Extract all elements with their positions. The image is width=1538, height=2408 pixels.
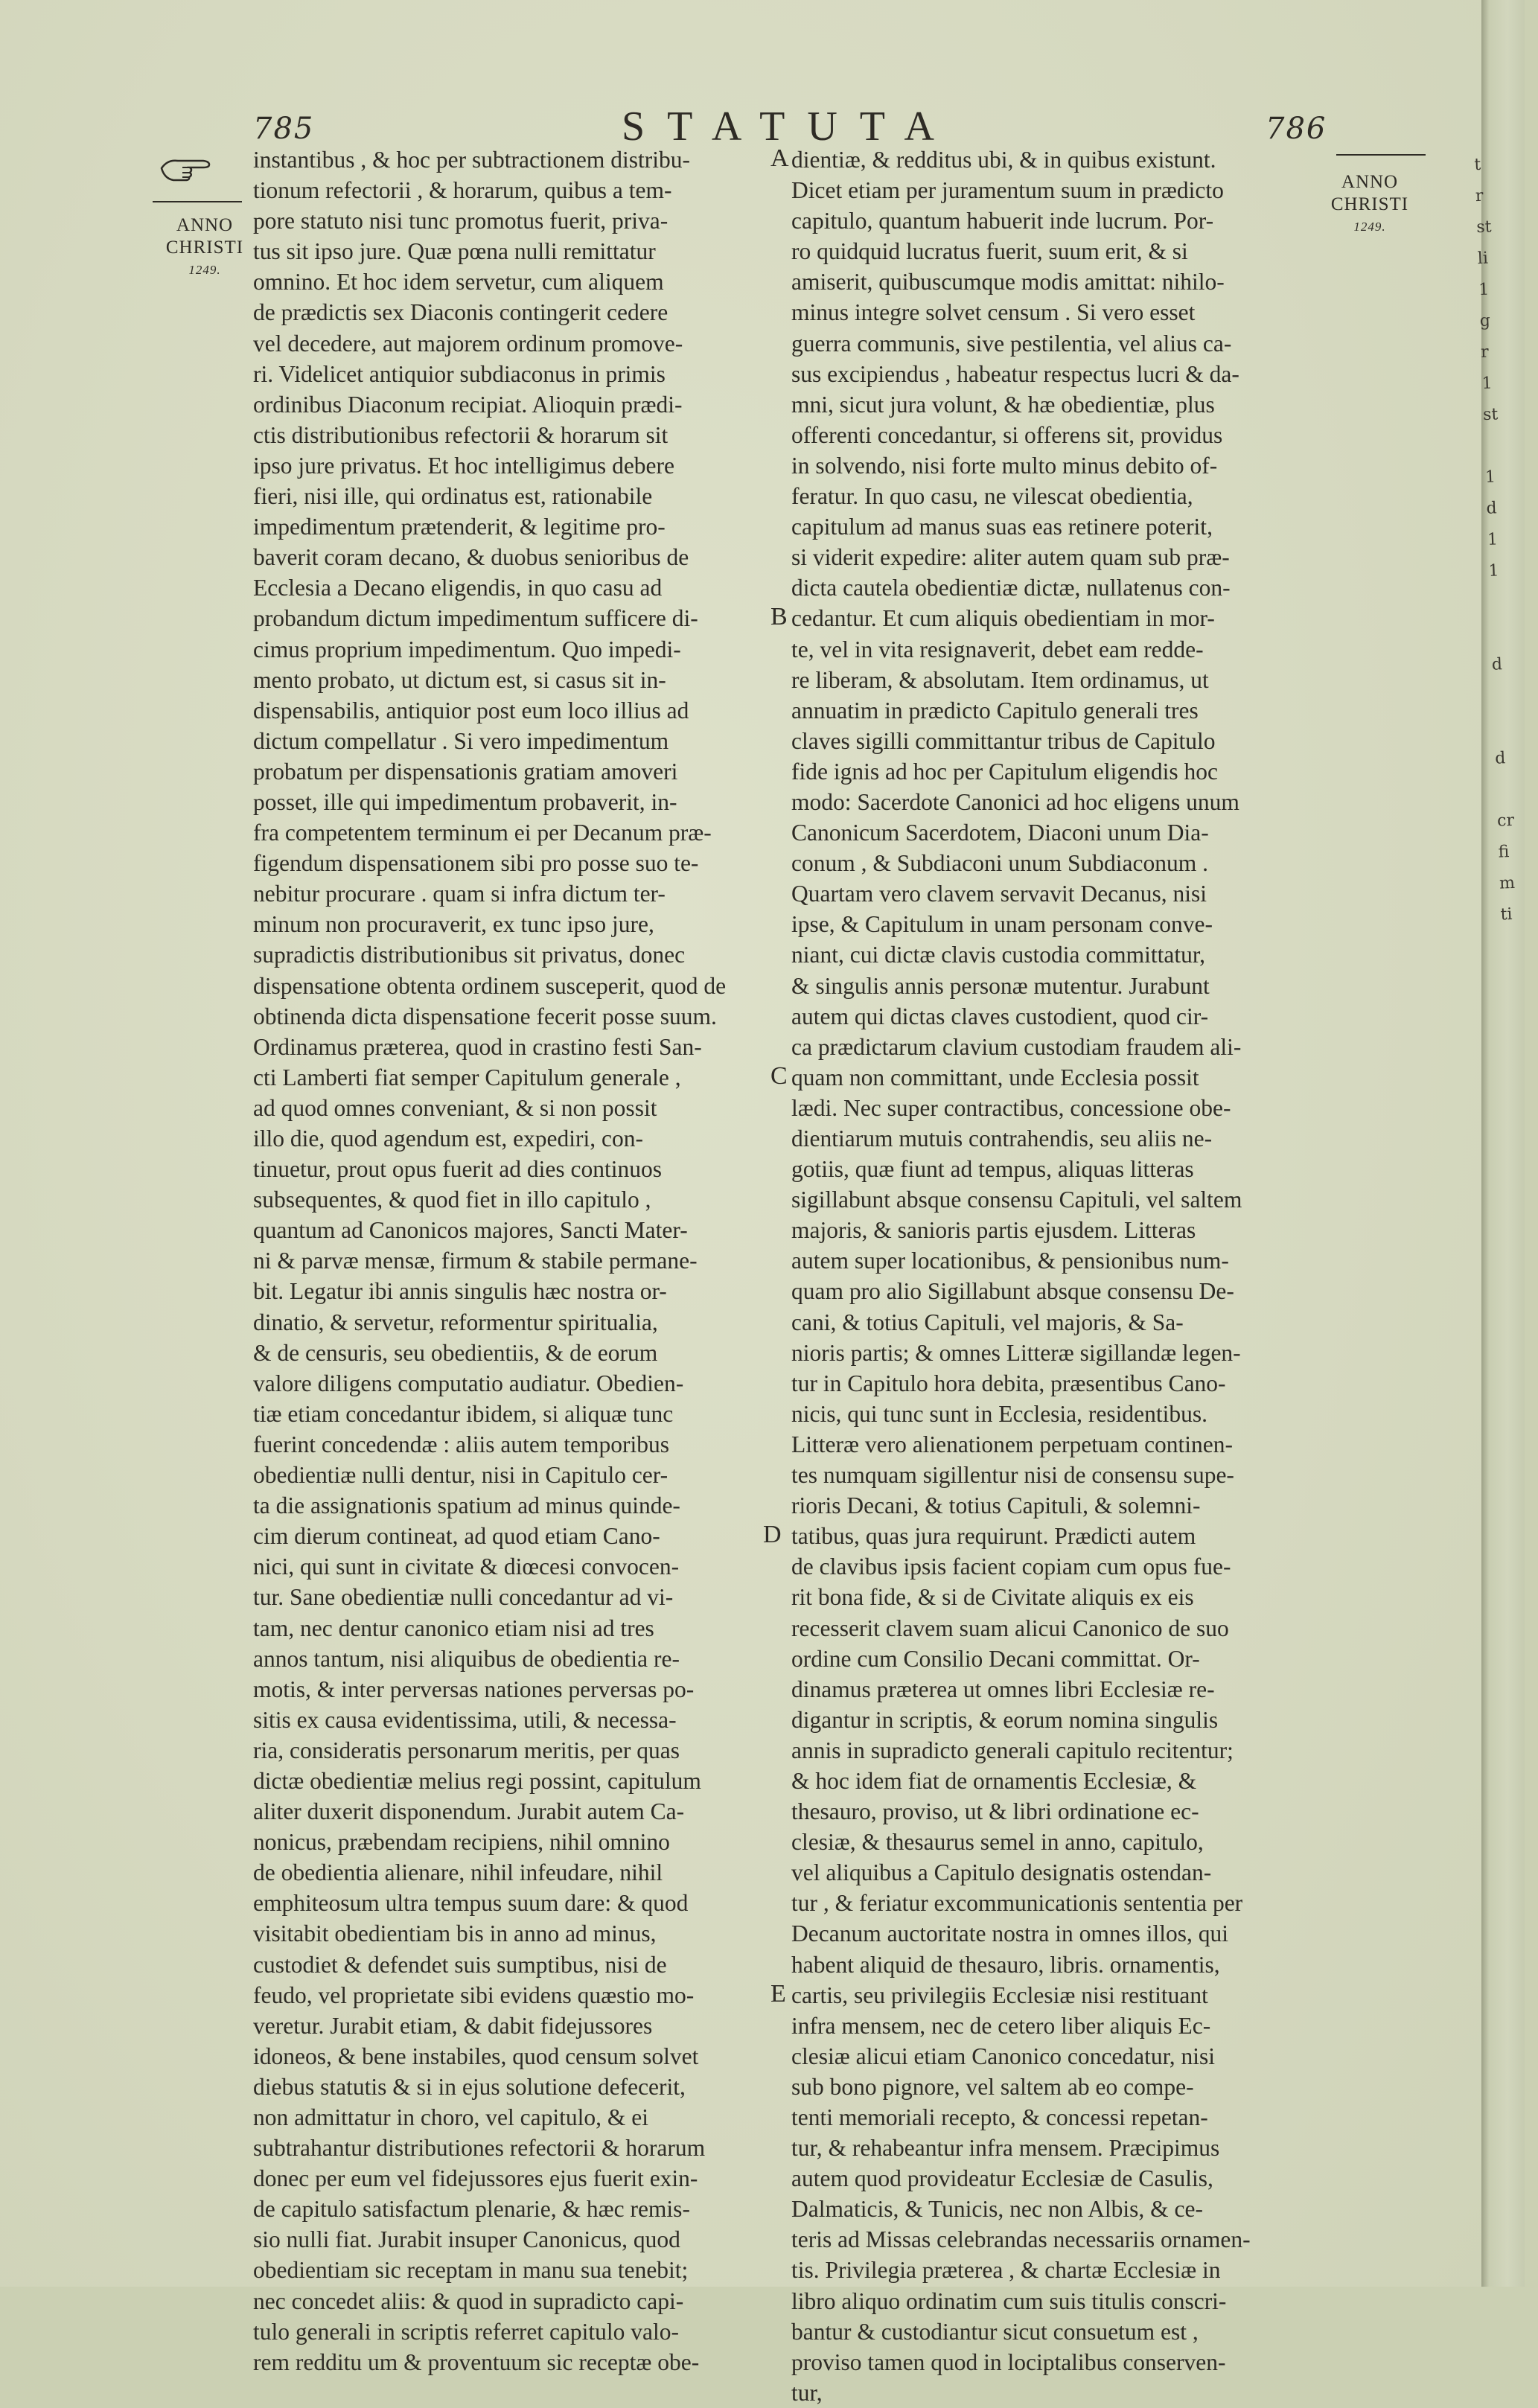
text-line: veretur. Jurabit etiam, & dabit fidejussores: [253, 2012, 653, 2039]
page-number-right: 786: [1266, 112, 1327, 146]
text-line: idoneos, & bene instabiles, quod censum solvet: [253, 2043, 699, 2069]
text-line: cimus proprium impedimentum. Quo impedi-: [253, 636, 681, 662]
text-line: ri. Videlicet antiquior subdiaconus in primis: [253, 360, 666, 387]
text-line: cedantur. Et cum aliquis obedientiam in mor-: [791, 605, 1215, 632]
margin-note-left-year: 1249.: [188, 263, 221, 277]
text-line: pore statuto nisi tunc promotus fuerit, priva-: [253, 208, 669, 234]
text-line: minum non procuraverit, ex tunc ipso jure,: [253, 911, 654, 938]
margin-note-left-line2: CHRISTI: [165, 237, 244, 258]
text-line: capitulum ad manus suas eas retinere poterit,: [791, 514, 1213, 540]
text-line: subtrahantur distributiones refectorii & horarum: [253, 2135, 706, 2162]
text-line: omnino. Et hoc idem servetur, cum aliquem: [253, 269, 664, 296]
text-line: tiæ etiam concedantur ibidem, si aliquæ tunc: [253, 1400, 674, 1427]
text-line: clesiæ alicui etiam Canonico concedatur, nisi: [791, 2043, 1216, 2069]
text-line: ni & parvæ mensæ, firmum & stabile permane-: [253, 1248, 698, 1274]
text-line: impedimentum prætenderit, & legitime pro-: [253, 514, 666, 540]
text-line: emphiteosum ultra tempus suum dare: & quod: [253, 1890, 689, 1917]
adjacent-page-fragment: t r st li 1 g r 1 st 1 d 1 1 d d cr fi m ti: [1473, 155, 1516, 924]
text-line: tur,: [791, 2379, 823, 2406]
text-line: obedientiæ nulli dentur, nisi in Capitulo cer-: [253, 1462, 669, 1489]
text-line: dinamus præterea ut omnes libri Ecclesiæ re-: [791, 1676, 1215, 1702]
text-line: libro aliquo ordinatim cum suis titulis conscri-: [791, 2287, 1227, 2314]
text-line: cartis, seu privilegiis Ecclesiæ nisi restituant: [791, 1981, 1208, 2008]
text-line: thesauro, proviso, ut & libri ordinatione ec-: [791, 1798, 1199, 1825]
text-line: Decanum auctoritate nostra in omnes illos, qui: [791, 1920, 1228, 1947]
text-line: tur in Capitulo hora debita, præsentibus Cano-: [791, 1370, 1226, 1396]
text-line: clesiæ, & thesaurus semel in anno, capitulo,: [791, 1829, 1204, 1856]
text-line: feratur. In quo casu, ne vilescat obedientia,: [791, 483, 1193, 510]
section-letter-b: B: [770, 603, 788, 630]
text-line: donec per eum vel fidejussores ejus fuerit exin-: [253, 2165, 698, 2192]
text-line: ad quod omnes conveniant, & si non possit: [253, 1094, 657, 1121]
margin-rule-left: [153, 201, 242, 202]
text-line: obtinenda dicta dispensatione fecerit posse suum.: [253, 1003, 717, 1029]
text-line: visitabit obedientiam bis in anno ad minus,: [253, 1920, 657, 1947]
text-line: & hoc idem fiat de ornamentis Ecclesiæ, &: [791, 1767, 1197, 1794]
margin-note-right-line2: CHRISTI: [1330, 194, 1409, 214]
text-line: amiserit, quibuscumque modis amittat: nihilo-: [791, 269, 1225, 296]
text-line: tenti memoriali recepto, & concessi repetan-: [791, 2104, 1208, 2130]
text-line: ro quidquid lucratus fuerit, suum erit, & si: [791, 238, 1188, 265]
text-line: minus integre solvet censum . Si vero esset: [791, 299, 1196, 326]
text-line: Dicet etiam per juramentum suum in prædicto: [791, 177, 1224, 204]
text-line: tinuetur, prout opus fuerit ad dies continuos: [253, 1156, 663, 1183]
manicule-icon: [160, 155, 212, 182]
text-line: si viderit expedire: aliter autem quam sub præ-: [791, 544, 1230, 571]
text-line: dispensatione obtenta ordinem susceperit, quod de: [253, 972, 727, 999]
section-letter-d: D: [763, 1521, 782, 1548]
section-letter-a: A: [770, 144, 789, 172]
text-line: ordine cum Consilio Decani committat. Or-: [791, 1645, 1200, 1672]
text-line: quam pro alio Sigillabunt absque consensu De-: [791, 1278, 1234, 1305]
text-line: fieri, nisi ille, qui ordinatus est, rationabile: [253, 483, 653, 510]
text-line: de clavibus ipsis facient copiam cum opus fue-: [791, 1553, 1231, 1580]
text-line: de prædictis sex Diaconis contingerit cedere: [253, 299, 669, 326]
margin-note-right: [1325, 171, 1414, 238]
text-line: Dalmaticis, & Tunicis, nec non Albis, & ce-: [791, 2196, 1203, 2223]
text-line: tur , & feriatur excommunicationis sententia per: [791, 1890, 1243, 1917]
text-line: dientiarum mutuis contrahendis, seu aliis ne-: [791, 1125, 1213, 1152]
section-letter-e: E: [770, 1980, 786, 2008]
text-column-left: [253, 144, 726, 2377]
text-line: tur, & rehabeantur infra mensem. Præcipimus: [791, 2135, 1220, 2162]
text-line: supradictis distributionibus sit privatus, donec: [253, 942, 686, 968]
text-line: nonicus, præbendam recipiens, nihil omnino: [253, 1829, 670, 1856]
text-line: conum , & Subdiaconi unum Subdiaconum .: [791, 850, 1208, 877]
text-line: feudo, vel proprietate sibi evidens quæstio mo-: [253, 1981, 695, 2008]
text-line: obedientiam sic receptam in manu sua tenebit;: [253, 2257, 689, 2284]
adjacent-page-edge: [1473, 0, 1525, 2287]
text-line: digantur in scriptis, & eorum nomina singulis: [791, 1706, 1219, 1733]
text-line: sio nulli fiat. Jurabit insuper Canonicus, quod: [253, 2226, 680, 2253]
text-line: ta die assignationis spatium ad minus quinde-: [253, 1492, 680, 1519]
text-line: annuatim in prædicto Capitulo generali tres: [791, 697, 1199, 724]
margin-note-right-year: 1249.: [1353, 220, 1386, 234]
text-line: autem qui dictas claves custodient, quod cir-: [791, 1003, 1209, 1029]
text-line: tus sit ipso jure. Quæ pœna nulli remittatur: [253, 238, 656, 265]
text-line: ipso jure privatus. Et hoc intelligimus debere: [253, 452, 675, 479]
text-line: dictæ obedientiæ melius regi possint, capitulum: [253, 1767, 701, 1794]
text-line: valore diligens computatio audiatur. Obedien-: [253, 1370, 684, 1396]
text-line: baverit coram decano, & duobus senioribus de: [253, 544, 689, 571]
text-line: tes numquam sigillentur nisi de consensu supe-: [791, 1462, 1234, 1489]
margin-note-left-line1: ANNO: [176, 215, 234, 235]
text-line: sigillabunt absque consensu Capituli, vel saltem: [791, 1187, 1242, 1213]
text-line: probatum per dispensationis gratiam amoveri: [253, 758, 678, 785]
text-line: cti Lamberti fiat semper Capitulum generale ,: [253, 1064, 681, 1090]
text-line: re liberam, & absolutam. Item ordinamus, ut: [791, 666, 1209, 693]
text-line: ria, consideratis personarum meritis, per quas: [253, 1737, 680, 1763]
text-line: ca prædictarum clavium custodiam fraudem ali-: [791, 1033, 1242, 1060]
text-line: annos tantum, nisi aliquibus de obedientia re-: [253, 1645, 680, 1672]
text-line: nec concedet aliis: & quod in supradicto capi-: [253, 2287, 684, 2314]
text-line: cim dierum contineat, ad quod etiam Cano-: [253, 1523, 660, 1550]
text-line: teris ad Missas celebrandas necessariis ornamen-: [791, 2226, 1251, 2253]
text-line: instantibus , & hoc per subtractionem distribu-: [253, 147, 691, 173]
section-letter-c: C: [770, 1062, 788, 1090]
running-title: STATUTA: [622, 103, 957, 150]
text-line: majoris, & sanioris partis ejusdem. Litteras: [791, 1217, 1196, 1244]
text-line: in solvendo, nisi forte multo minus debito of-: [791, 452, 1218, 479]
text-line: non admittatur in choro, vel capitulo, & ei: [253, 2104, 648, 2130]
text-line: fra competentem terminum ei per Decanum præ-: [253, 820, 712, 846]
text-line: tis. Privilegia præterea , & chartæ Ecclesiæ in: [791, 2257, 1221, 2284]
text-line: fuerint concedendæ : aliis autem temporibus: [253, 1431, 669, 1457]
text-line: nicis, qui tunc sunt in Ecclesia, residentibus.: [791, 1400, 1208, 1427]
text-line: quantum ad Canonicos majores, Sancti Mater-: [253, 1217, 688, 1244]
text-line: custodiet & defendet suis sumptibus, nisi de: [253, 1951, 667, 1978]
text-line: nebitur procurare . quam si infra dictum ter-: [253, 881, 666, 907]
text-line: Ecclesia a Decano eligendis, in quo casu ad: [253, 575, 663, 601]
text-line: sus excipiendus , habeatur respectus lucri & da-: [791, 360, 1239, 387]
text-line: Canonicum Sacerdotem, Diaconi unum Dia-: [791, 820, 1209, 846]
text-line: offerenti concedantur, si offerens sit, providus: [791, 421, 1223, 448]
text-line: diebus statutis & si in ejus solutione defecerit,: [253, 2073, 686, 2100]
text-line: ordinibus Diaconum recipiat. Alioquin prædi-: [253, 391, 683, 418]
text-line: proviso tamen quod in lociptalibus conserven-: [791, 2348, 1226, 2375]
text-line: capitulo, quantum habuerit inde lucrum. Por-: [791, 208, 1214, 234]
text-line: recesserit clavem suam alicui Canonico de suo: [791, 1615, 1229, 1641]
text-line: rit bona fide, & si de Civitate aliquis ex eis: [791, 1584, 1194, 1611]
text-line: mento probato, ut dictum est, si casus sit in-: [253, 666, 666, 693]
text-column-right: [791, 144, 1251, 2408]
text-line: rioris Decani, & totius Capituli, & solemni-: [791, 1492, 1201, 1519]
text-line: tulo generali in scriptis referret capitulo valo-: [253, 2318, 680, 2345]
text-line: infra mensem, nec de cetero liber aliquis Ec-: [791, 2012, 1211, 2039]
text-line: guerra communis, sive pestilentia, vel alius ca-: [791, 330, 1232, 357]
text-line: aliter duxerit disponendum. Jurabit autem Ca-: [253, 1798, 685, 1825]
text-line: probandum dictum impedimentum sufficere di-: [253, 605, 698, 632]
text-line: tam, nec dentur canonico etiam nisi ad tres: [253, 1615, 654, 1641]
text-line: dictum compellatur . Si vero impedimentum: [253, 727, 669, 754]
margin-rule-right: [1336, 154, 1426, 156]
text-line: posset, ille qui impedimentum probaverit, in-: [253, 788, 677, 815]
text-line: bantur & custodiantur sicut consuetum est ,: [791, 2318, 1199, 2345]
text-line: tionum refectorii , & horarum, quibus a tem-: [253, 177, 672, 204]
text-line: Quartam vero clavem servavit Decanus, nisi: [791, 881, 1207, 907]
text-line: niant, cui dictæ clavis custodia committatur,: [791, 942, 1205, 968]
text-line: nioris partis; & omnes Litteræ sigillandæ legen-: [791, 1339, 1241, 1366]
text-line: vel aliquibus a Capitulo designatis ostendan-: [791, 1859, 1212, 1886]
text-line: Litteræ vero alienationem perpetuam continen-: [791, 1431, 1234, 1457]
text-line: de obedientia alienare, nihil infeudare, nihil: [253, 1859, 663, 1886]
text-line: ctis distributionibus refectorii & horarum sit: [253, 421, 669, 448]
text-line: motis, & inter perversas nationes perversas po-: [253, 1676, 695, 1702]
text-line: & singulis annis personæ mutentur. Jurabunt: [791, 972, 1210, 999]
text-line: de capitulo satisfactum plenarie, & hæc remis-: [253, 2196, 690, 2223]
text-line: dinatio, & servetur, reformentur spiritualia,: [253, 1309, 658, 1335]
text-line: illo die, quod agendum est, expediri, con-: [253, 1125, 643, 1152]
page-number-left: 785: [253, 112, 315, 146]
text-line: habent aliquid de thesauro, libris. ornamentis,: [791, 1951, 1220, 1978]
text-line: quam non committant, unde Ecclesia possit: [791, 1064, 1199, 1090]
text-line: & de censuris, seu obedientiis, & de eorum: [253, 1339, 658, 1366]
margin-note-left: [164, 214, 246, 281]
text-line: claves sigilli committantur tribus de Capitulo: [791, 727, 1216, 754]
text-line: mni, sicut jura volunt, & hæ obedientiæ, plus: [791, 391, 1215, 418]
text-line: fide ignis ad hoc per Capitulum eligendis hoc: [791, 758, 1218, 785]
text-line: dientiæ, & redditus ubi, & in quibus existunt.: [791, 147, 1216, 173]
text-line: dispensabilis, antiquior post eum loco illius ad: [253, 697, 689, 724]
text-line: Ordinamus præterea, quod in crastino festi San-: [253, 1033, 702, 1060]
text-line: dicta cautela obedientiæ dictæ, nullatenus con-: [791, 575, 1231, 601]
text-line: vel decedere, aut majorem ordinum promove-: [253, 330, 683, 357]
margin-note-right-line1: ANNO: [1341, 172, 1399, 192]
text-line: annis in supradicto generali capitulo recitentur;: [791, 1737, 1234, 1763]
text-line: bit. Legatur ibi annis singulis hæc nostra or-: [253, 1278, 667, 1305]
text-line: figendum dispensationem sibi pro posse suo te-: [253, 850, 699, 877]
text-line: sitis ex causa evidentissima, utili, & necessa-: [253, 1706, 677, 1733]
text-line: sub bono pignore, vel saltem ab eo compe-: [791, 2073, 1194, 2100]
text-line: tur. Sane obedientiæ nulli concedantur ad vi-: [253, 1584, 674, 1611]
text-line: lædi. Nec super contractibus, concessione obe-: [791, 1094, 1231, 1121]
text-line: cani, & totius Capituli, vel majoris, & Sa-: [791, 1309, 1184, 1335]
text-line: modo: Sacerdote Canonici ad hoc eligens unum: [791, 788, 1239, 815]
text-line: nici, qui sunt in civitate & diœcesi convocen-: [253, 1553, 680, 1580]
text-line: gotiis, quæ fiunt ad tempus, aliquas litteras: [791, 1156, 1194, 1183]
text-line: subsequentes, & quod fiet in illo capitulo ,: [253, 1187, 651, 1213]
text-line: autem super locationibus, & pensionibus num-: [791, 1248, 1229, 1274]
text-line: te, vel in vita resignaverit, debet eam redde-: [791, 636, 1204, 662]
text-line: tatibus, quas jura requirunt. Prædicti autem: [791, 1523, 1196, 1550]
text-line: autem quod provideatur Ecclesiæ de Casulis,: [791, 2165, 1213, 2192]
text-line: rem redditu um & proventuum sic receptæ obe-: [253, 2348, 700, 2375]
text-line: ipse, & Capitulum in unam personam conve-: [791, 911, 1213, 938]
